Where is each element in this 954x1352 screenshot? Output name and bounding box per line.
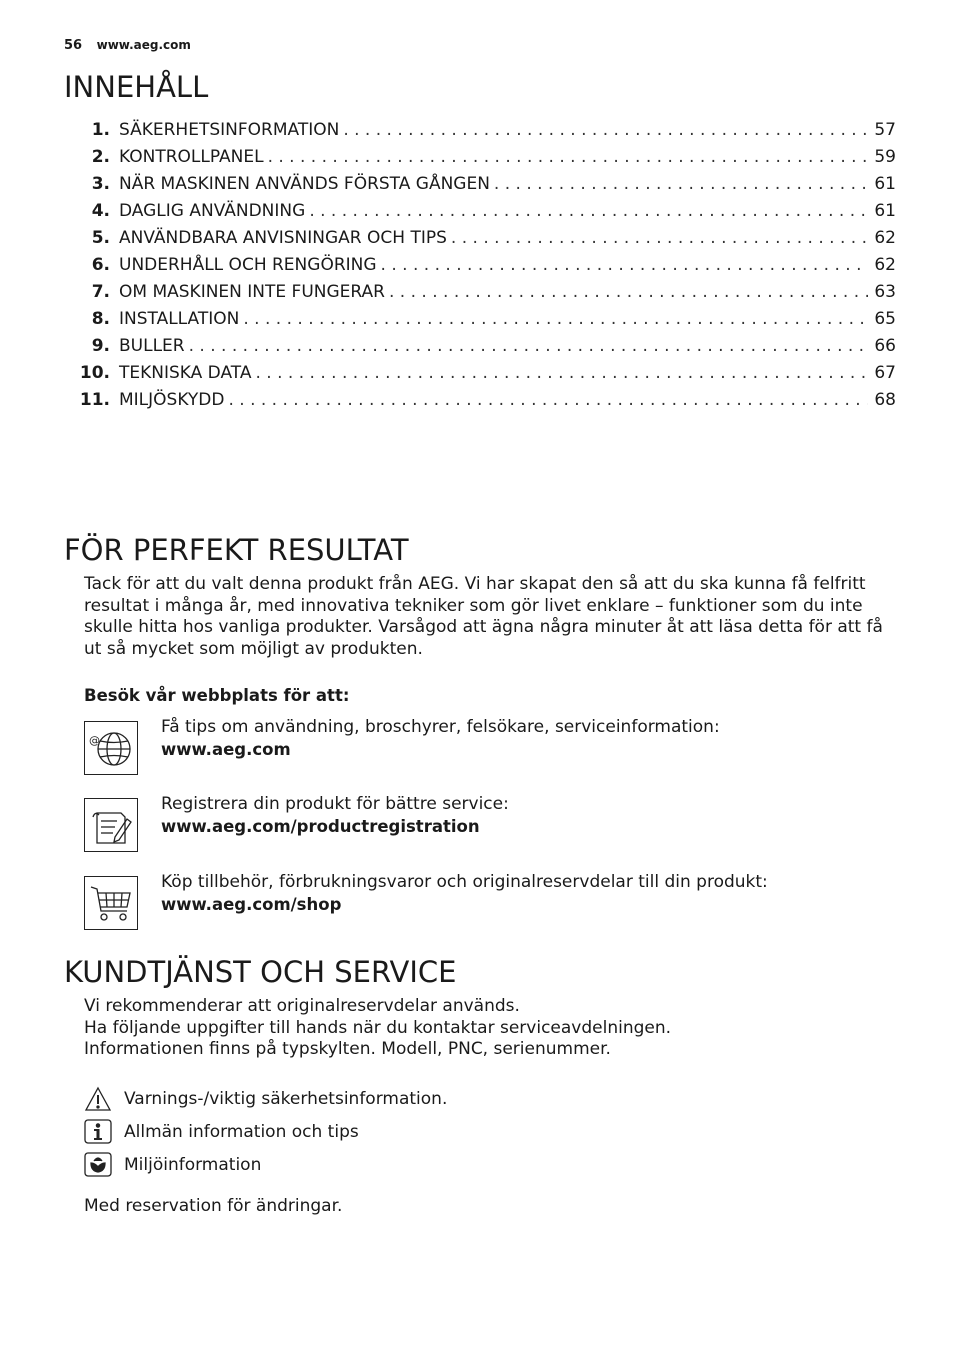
web-link-description: Få tips om användning, broschyrer, felsökare, serviceinformation: (161, 717, 720, 737)
toc-item[interactable]: 8. INSTALLATION . . . 65 (78, 309, 896, 336)
table-of-contents (78, 120, 896, 417)
warning-icon (84, 1086, 112, 1112)
intro-paragraph: Tack för att du valt denna produkt från AEG. Vi har skapat den så att du ska kunna få felfritt resultat i många år, med innovativa tekniker som gör livet enklare – funktioner som du inte skulle hitta hos vanliga produkter. Varsågod att ägna några minuter åt att läsa detta för att få ut så mycket som möjligt av produkten. (84, 574, 883, 659)
header-url[interactable]: www.aeg.com (96, 38, 191, 52)
toc-item[interactable]: 9. BULLER . . . 66 (78, 336, 896, 363)
web-link-shop (84, 872, 884, 932)
toc-item[interactable]: 4. DAGLIG ANVÄNDNING . . . 61 (78, 201, 896, 228)
globe-icon (84, 721, 138, 775)
registration-icon (84, 798, 138, 852)
legend-info (84, 1119, 584, 1149)
toc-item[interactable]: 2. KONTROLLPANEL . . . 59 (78, 147, 896, 174)
toc-item[interactable]: 3. NÄR MASKINEN ANVÄNDS FÖRSTA GÅNGEN . . . 61 (78, 174, 896, 201)
service-line: Ha följande uppgifter till hands när du kontaktar serviceavdelningen. (84, 1017, 672, 1038)
visit-heading: Besök vår webbplats för att: (84, 686, 350, 705)
toc-item[interactable]: 11. MILJÖSKYDD . . . 68 (78, 390, 896, 417)
page-header (64, 38, 191, 53)
service-paragraph (84, 996, 884, 1061)
web-link-url[interactable]: www.aeg.com (161, 739, 291, 759)
info-icon (84, 1119, 112, 1145)
svg-text:@: @ (89, 734, 100, 747)
page-number: 56 (64, 38, 83, 53)
toc-item[interactable]: 6. UNDERHÅLL OCH RENGÖRING . . . 62 (78, 255, 896, 282)
legend-text: Varnings-/viktig säkerhetsinformation. (124, 1089, 448, 1109)
legend-text: Miljöinformation (124, 1155, 262, 1175)
web-link-registration (84, 794, 884, 854)
toc-item[interactable]: 1. SÄKERHETSINFORMATION . . . 57 (78, 120, 896, 147)
reservation-note: Med reservation för ändringar. (84, 1196, 343, 1216)
section-title-service: KUNDTJÄNST OCH SERVICE (64, 955, 457, 989)
legend-text: Allmän information och tips (124, 1122, 359, 1142)
web-link-tips (84, 717, 884, 777)
legend-environment (84, 1152, 584, 1182)
web-link-description: Registrera din produkt för bättre service: (161, 794, 509, 814)
toc-title: INNEHÅLL (64, 70, 209, 104)
web-link-description: Köp tillbehör, förbrukningsvaror och originalreservdelar till din produkt: (161, 872, 768, 892)
toc-item[interactable]: 7. OM MASKINEN INTE FUNGERAR . . . 63 (78, 282, 896, 309)
section-title-result: FÖR PERFEKT RESULTAT (64, 533, 409, 567)
web-link-url[interactable]: www.aeg.com/shop (161, 894, 342, 914)
toc-item[interactable]: 5. ANVÄNDBARA ANVISNINGAR OCH TIPS . . . 62 (78, 228, 896, 255)
environment-icon (84, 1152, 112, 1178)
legend-warning (84, 1086, 584, 1116)
service-line: Informationen finns på typskylten. Modell, PNC, serienummer. (84, 1039, 611, 1059)
shopping-cart-icon (84, 876, 138, 930)
toc-item[interactable]: 10. TEKNISKA DATA . . . 67 (78, 363, 896, 390)
service-line: Vi rekommenderar att originalreservdelar används. (84, 996, 520, 1016)
web-link-url[interactable]: www.aeg.com/productregistration (161, 816, 480, 836)
